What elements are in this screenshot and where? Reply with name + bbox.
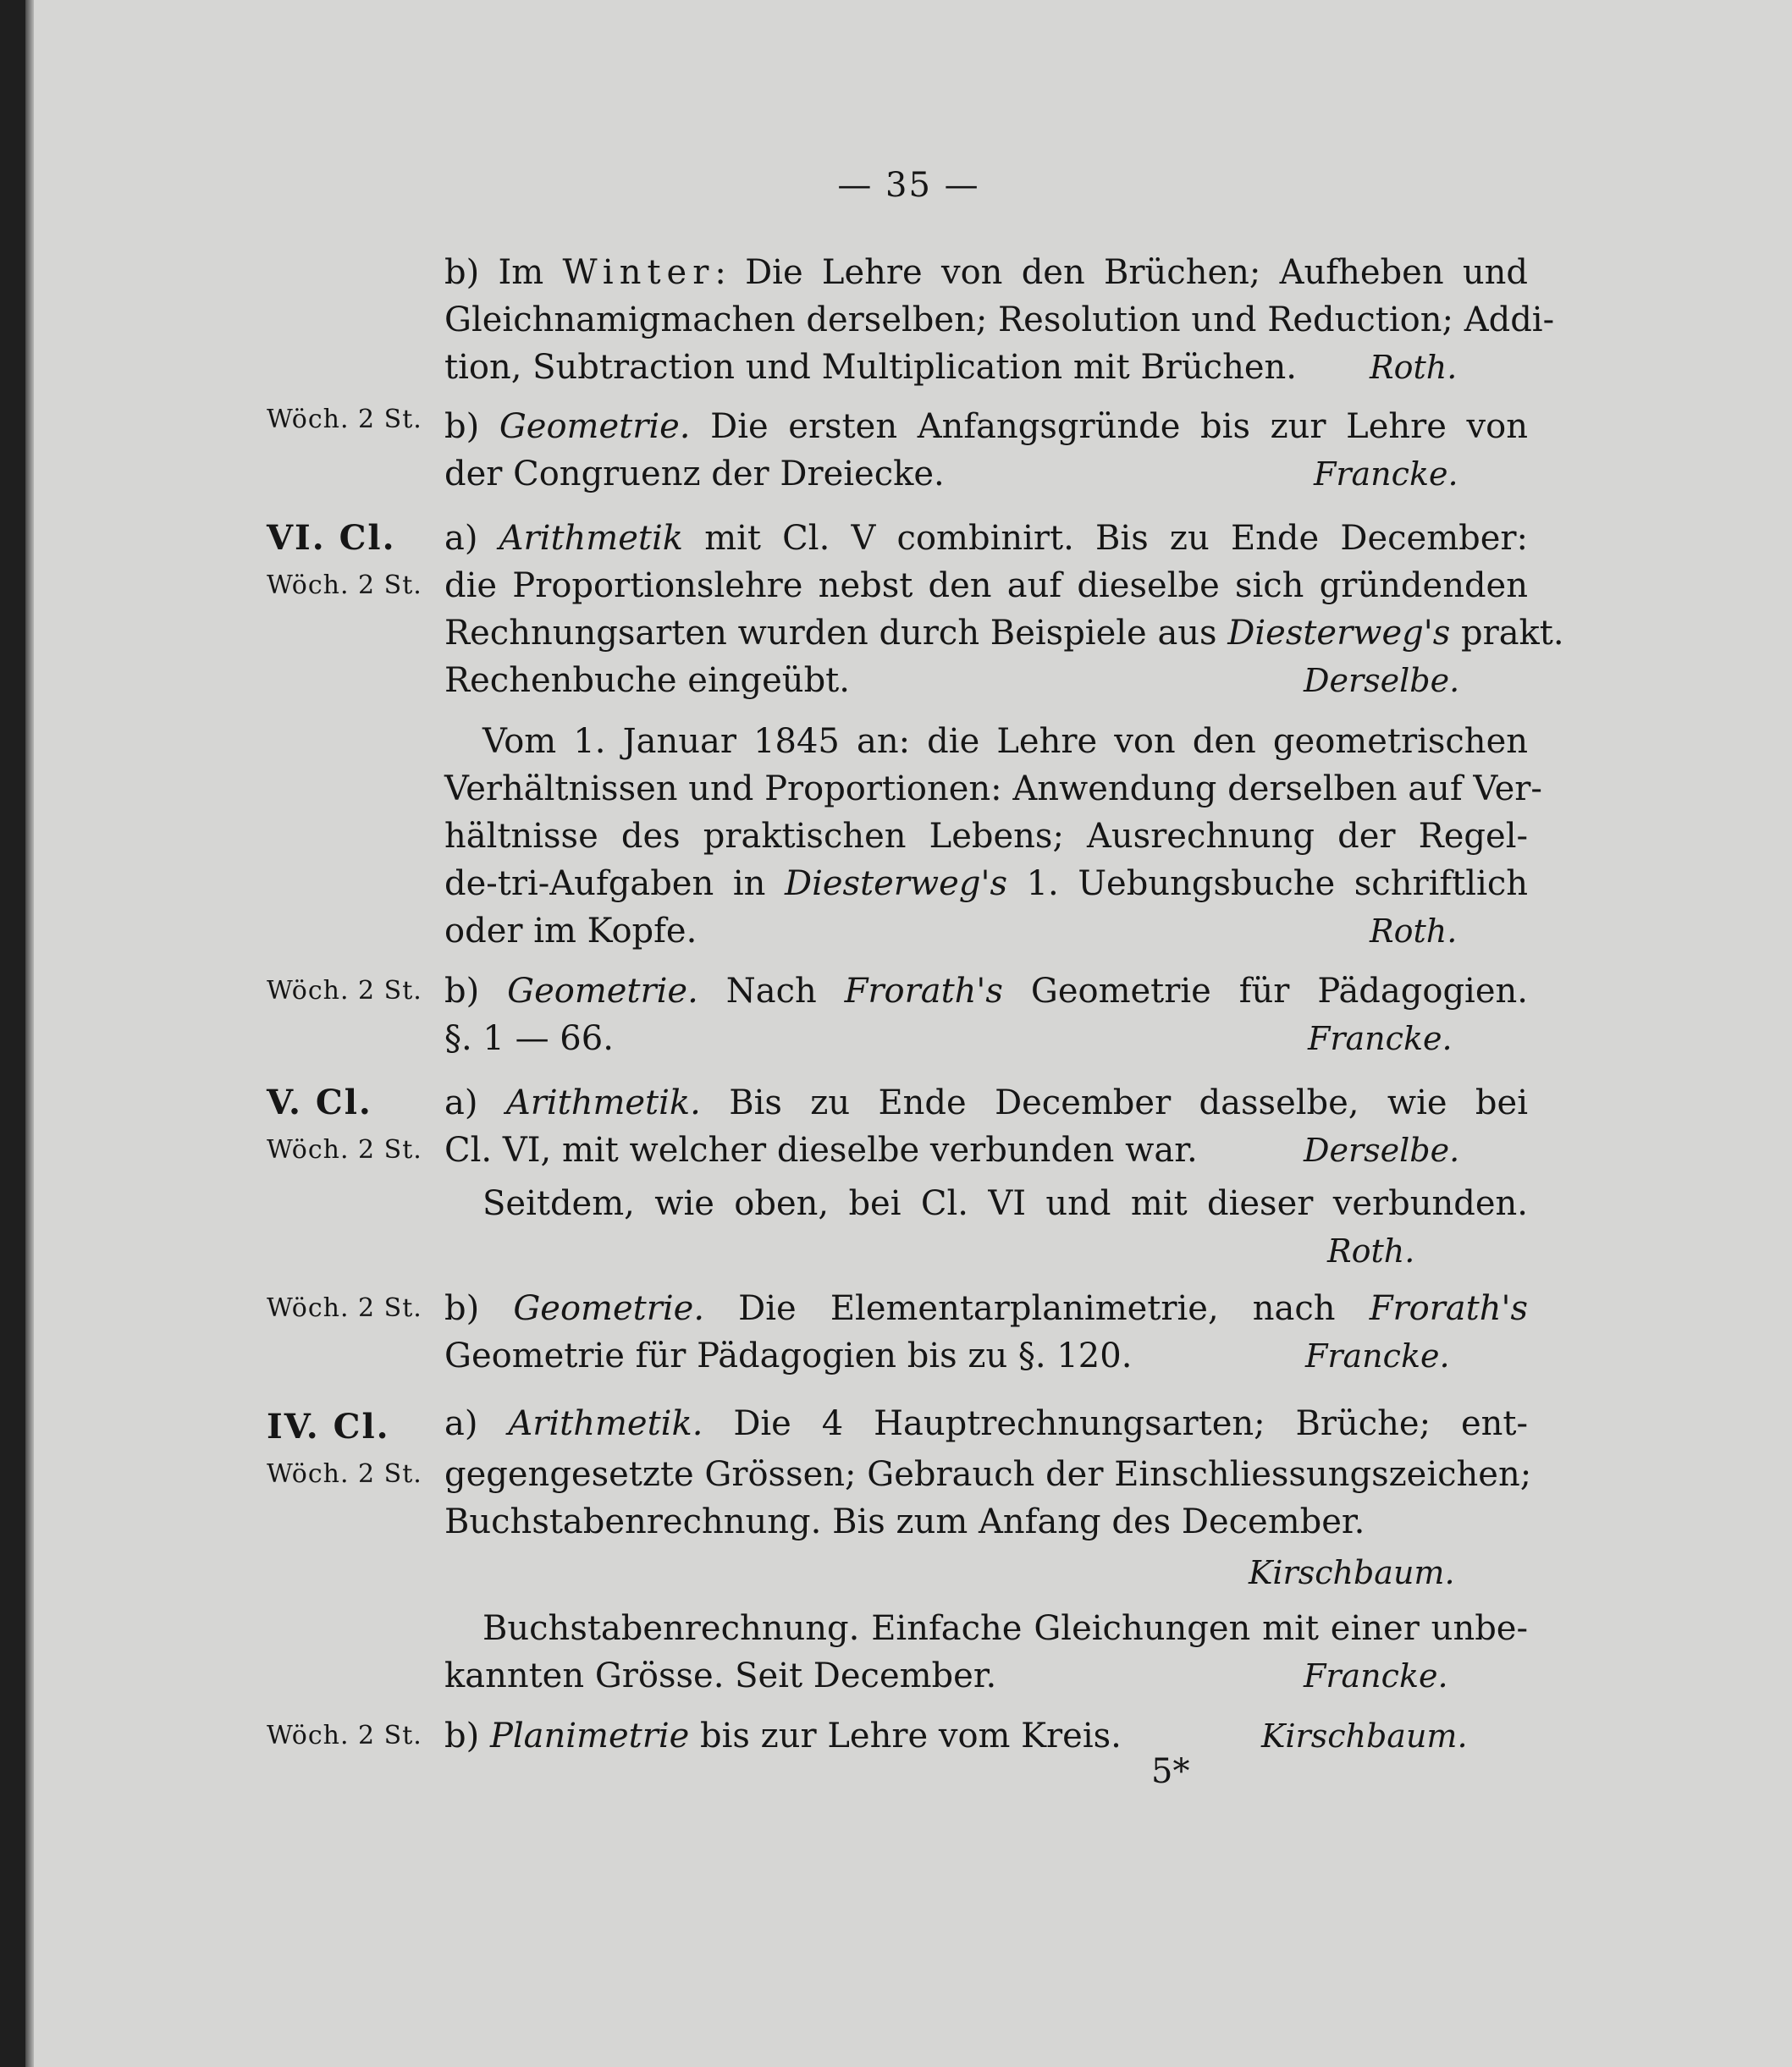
text-line: Buchstabenrechnung. Bis zum Anfang des December. [444,1502,1365,1541]
page-gutter [25,0,34,2067]
text-line: b) Geometrie. Die ersten Anfangsgründe bis zur Lehre von [444,407,1528,446]
teacher-name: Derselbe. [1304,1132,1460,1169]
text-line: gegengesetzte Grössen; Gebrauch der Einschliessungszeichen; [444,1455,1532,1494]
teacher-name: Francke. [1314,455,1458,493]
teacher-name: Roth. [1327,1232,1415,1270]
teacher-name: Roth. [1370,912,1458,950]
text-line: b) Geometrie. Nach Frorath's Geometrie für Pädagogien. [444,972,1528,1011]
text-line: b) Im Winter: Die Lehre von den Brüchen; Aufheben und [444,253,1528,292]
text-line: a) Arithmetik. Bis zu Ende December dasselbe, wie bei [444,1083,1528,1122]
class-label: VI. Cl. [267,518,396,558]
margin-hours: Wöch. 2 St. [267,570,422,600]
text-line: b) Planimetrie bis zur Lehre vom Kreis. [444,1717,1122,1756]
text-line: hältnisse des praktischen Lebens; Ausrechnung der Regel- [444,817,1528,856]
margin-hours: Wöch. 2 St. [267,1293,422,1323]
text-line: Seitdem, wie oben, bei Cl. VI und mit dieser verbunden. [482,1184,1528,1223]
teacher-name: Derselbe. [1304,662,1460,699]
text-line: a) Arithmetik. Die 4 Hauptrechnungsarten; Brüche; ent- [444,1404,1529,1443]
class-label: IV. Cl. [267,1407,390,1447]
teacher-name: Francke. [1304,1657,1448,1695]
text-line: die Proportionslehre nebst den auf dieselbe sich gründenden [444,566,1528,605]
margin-hours: Wöch. 2 St. [267,405,422,434]
text-line: Cl. VI, mit welcher dieselbe verbunden war. [444,1131,1198,1170]
teacher-name: Kirschbaum. [1261,1717,1468,1755]
text-line: Rechenbuche eingeübt. [444,661,850,700]
teacher-name: Kirschbaum. [1249,1554,1455,1591]
text-line: de-tri-Aufgaben in Diesterweg's 1. Uebungsbuche schriftlich [444,864,1529,903]
teacher-name: Francke. [1308,1020,1453,1057]
book-page [25,0,1792,2067]
text-line: b) Geometrie. Die Elementarplanimetrie, nach Frorath's [444,1289,1528,1328]
teacher-name: Francke. [1305,1337,1450,1375]
text-line: kannten Grösse. Seit December. [444,1656,997,1695]
page-number: — 35 — [837,166,980,205]
margin-hours: Wöch. 2 St. [267,1721,422,1750]
text-line: Verhältnissen und Proportionen: Anwendung derselben auf Ver- [444,769,1542,808]
text-line: tion, Subtraction und Multiplication mit Brüchen. [444,348,1297,387]
margin-hours: Wöch. 2 St. [267,1135,422,1165]
margin-hours: Wöch. 2 St. [267,1459,422,1489]
text-line: Geometrie für Pädagogien bis zu §. 120. [444,1337,1133,1375]
text-line: Buchstabenrechnung. Einfache Gleichungen mit einer unbe- [482,1609,1528,1648]
text-line: oder im Kopfe. [444,912,698,951]
text-line: Rechnungsarten wurden durch Beispiele aus Diesterweg's prakt. [444,614,1564,653]
class-label: V. Cl. [267,1083,372,1122]
text-line: Gleichnamigmachen derselben; Resolution und Reduction; Addi- [444,300,1555,339]
margin-hours: Wöch. 2 St. [267,976,422,1006]
teacher-name: Roth. [1370,349,1458,386]
text-line: Vom 1. Januar 1845 an: die Lehre von den geometrischen [482,722,1528,761]
text-line: der Congruenz der Dreiecke. [444,455,945,493]
text-line: §. 1 — 66. [444,1019,614,1058]
signature-mark: 5* [1151,1752,1190,1791]
text-line: a) Arithmetik mit Cl. V combinirt. Bis zu Ende December: [444,519,1529,558]
